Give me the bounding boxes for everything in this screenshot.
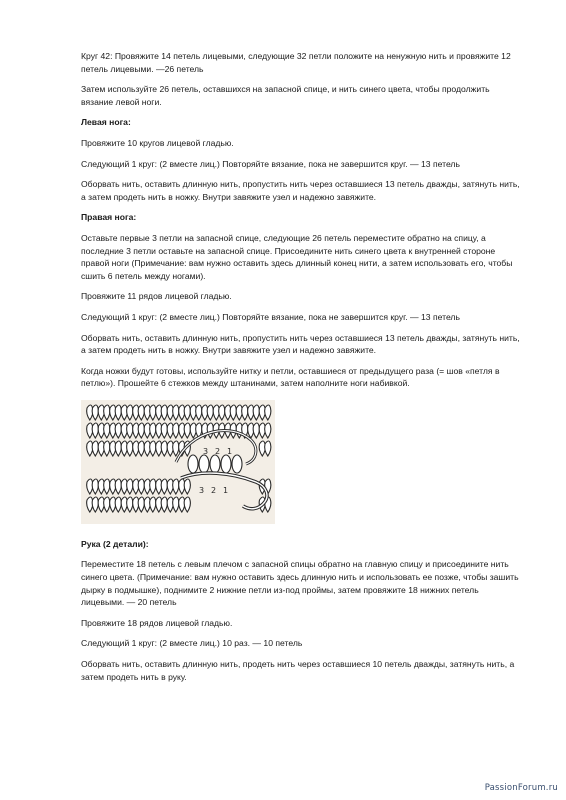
knit-stitch: [92, 405, 98, 420]
knit-stitch: [92, 479, 98, 494]
paragraph: Переместите 18 петель с левым плечом с запасной спицы обратно на главную спицу и присоедините нить синего цвета. (Примечание: вам нужно оставить здесь длинную нить и использовать ее позже, чтобы зашить дырку в подмышке), поднимите 2 нижние петли из-под проймы, затем провяжите 18 нижних петель лицевыми. — 20 петель: [81, 559, 519, 608]
section-heading-arm: Рука (2 детали):: [81, 538, 149, 549]
knit-stitch: [138, 405, 144, 420]
knit-stitch: [92, 423, 98, 438]
knit-stitch: [127, 479, 133, 494]
open-loop: [199, 455, 209, 473]
knit-stitch: [265, 405, 271, 420]
section-heading-right-leg: Правая нога:: [81, 212, 137, 223]
knit-stitch: [265, 423, 271, 438]
knit-stitch: [127, 405, 133, 420]
knit-stitch: [161, 423, 167, 438]
knit-stitch: [92, 441, 98, 456]
knit-stitch: [173, 479, 179, 494]
stitch-number: 2: [215, 446, 221, 456]
knit-stitch: [104, 479, 110, 494]
stitch-number: 3: [199, 485, 205, 495]
kitchener-stitch-illustration: [81, 400, 275, 524]
knit-stitch: [115, 405, 121, 420]
knit-stitch: [115, 479, 121, 494]
knit-stitch: [161, 441, 167, 456]
knit-stitch: [161, 479, 167, 494]
document-page: [81, 50, 521, 691]
paragraph: Затем используйте 26 петель, оставшихся на запасной спице, и нить синего цвета, чтобы продолжить вязание левой ноги.: [81, 84, 490, 107]
knit-stitch: [184, 479, 190, 494]
stitch-number: 2: [211, 485, 217, 495]
knit-stitch: [150, 497, 156, 512]
knit-stitch: [173, 441, 179, 456]
paragraph: Когда ножки будут готовы, используйте нитку и петли, оставшиеся от предыдущего раза (= шов «петля в петлю»). Прошейте 6 стежков между штанинами, затем наполните ноги набивкой.: [81, 365, 500, 389]
paragraph: Провяжите 10 кругов лицевой гладью.: [81, 137, 234, 148]
knit-stitch: [196, 405, 202, 420]
knit-stitch: [127, 441, 133, 456]
knit-stitch: [207, 405, 213, 420]
section-heading-left-leg: Левая нога:: [81, 117, 131, 128]
knitting-diagram: [81, 400, 275, 524]
knit-stitch: [150, 441, 156, 456]
open-loop: [188, 455, 198, 473]
knit-stitch: [150, 423, 156, 438]
knit-stitch: [138, 479, 144, 494]
knit-stitch: [104, 497, 110, 512]
paragraph: Оставьте первые 3 петли на запасной спице, следующие 26 петель переместите обратно на спицу, а последние 3 петли оставьте на запасной спице. Присоедините нить синего цвета к внутренней стороне правой ноги (Примечание: вам нужно оставить здесь длинный конец нити, а затем использовать его, чтобы сшить 6 петель между ногами).: [81, 232, 513, 281]
knit-stitch: [230, 405, 236, 420]
knit-stitch: [138, 497, 144, 512]
knit-stitch: [173, 405, 179, 420]
knit-stitch: [184, 405, 190, 420]
knit-stitch: [115, 497, 121, 512]
paragraph: Оборвать нить, оставить длинную нить, пропустить нить через оставшиеся 13 петель дважды, затянуть нить, а затем продеть нить в ножку. Внутри завяжите узел и надежно завяжите.: [81, 179, 520, 202]
knit-stitch: [173, 423, 179, 438]
paragraph: Оборвать нить, оставить длинную нить, продеть нить через оставшиеся 10 петель дважды, затянуть нить, а затем продеть нить в руку.: [81, 659, 515, 682]
knit-stitch: [242, 405, 248, 420]
knit-stitch: [150, 405, 156, 420]
paragraph: Оборвать нить, оставить длинную нить, пропустить нить через оставшиеся 13 петель дважды, затянуть нить, а затем продеть нить в ножку. Внутри завяжите узел и надежно завяжите.: [81, 332, 520, 356]
knit-stitch: [104, 441, 110, 456]
open-loop: [232, 455, 242, 473]
paragraph: Следующий 1 круг: (2 вместе лиц.) 10 раз. — 10 петель: [81, 638, 303, 649]
knit-stitch: [253, 423, 259, 438]
knit-stitch: [150, 479, 156, 494]
knit-stitch: [104, 405, 110, 420]
watermark: PassionForum.ru: [484, 783, 558, 793]
knit-stitch: [161, 405, 167, 420]
knit-stitch: [138, 423, 144, 438]
knit-stitch: [115, 423, 121, 438]
stitch-number: 3: [203, 446, 209, 456]
paragraph: Круг 42: Провяжите 14 петель лицевыми, следующие 32 петли положите на ненужную нить и провяжите 12 петель лицевыми. —26 петель: [81, 51, 511, 74]
open-loop: [210, 455, 220, 473]
paragraph: Провяжите 18 рядов лицевой гладью.: [81, 617, 233, 628]
stitch-number: 1: [227, 446, 233, 456]
knit-stitch: [161, 497, 167, 512]
knit-stitch: [127, 423, 133, 438]
knit-stitch: [127, 497, 133, 512]
knit-stitch: [219, 405, 225, 420]
paragraph: Следующий 1 круг: (2 вместе лиц.) Повторяйте вязание, пока не завершится круг. — 13 петель: [81, 158, 460, 169]
knit-stitch: [104, 423, 110, 438]
knit-stitch: [184, 423, 190, 438]
knit-stitch: [173, 497, 179, 512]
knit-stitch: [115, 441, 121, 456]
knit-stitch: [253, 405, 259, 420]
paragraph: Следующий 1 круг: (2 вместе лиц.) Повторяйте вязание, пока не завершится круг. — 13 петель: [81, 311, 460, 322]
knit-stitch: [265, 441, 271, 456]
knit-stitch: [138, 441, 144, 456]
stitch-number: 1: [223, 485, 229, 495]
knit-stitch: [184, 497, 190, 512]
paragraph: Провяжите 11 рядов лицевой гладью.: [81, 291, 232, 302]
knit-stitch: [92, 497, 98, 512]
open-loop: [221, 455, 231, 473]
